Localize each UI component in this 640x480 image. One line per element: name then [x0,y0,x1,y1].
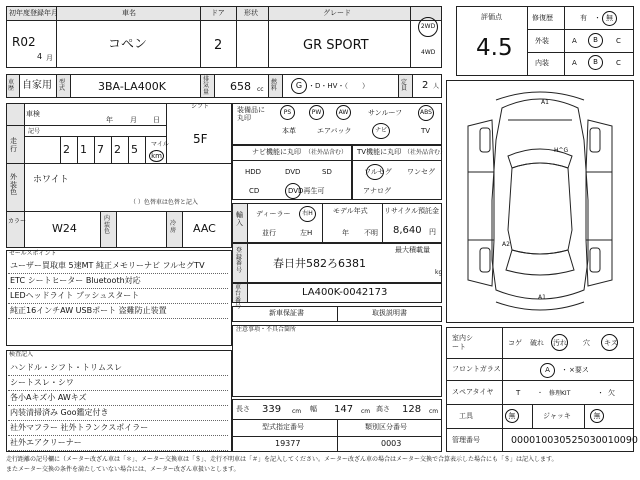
model-year-unit: 年 [342,229,349,237]
interior-color-label: 内装色 [104,215,111,236]
model-value: 3BA-LA400K [98,80,166,93]
type-no-value: 19377 [275,439,301,448]
car-rear-window [506,250,574,275]
sales-point-line: 純正16インチAW USBポート 盗難防止装置 [10,306,167,315]
navi-sd: SD [322,168,332,176]
equip-ps: PS [283,108,292,116]
odometer-cell-divider [111,136,112,163]
jack-label: ジャッキ [543,412,571,420]
inspector-line: 社外エアクリーナー [10,438,82,447]
ruled-line [8,435,228,436]
inspection-month: 月 [130,116,137,124]
exterior-c: C [616,37,621,45]
tv-analog: アナログ [363,187,391,195]
condition-label: 修復歴 [532,14,553,22]
odometer-label: 走行 [10,137,17,153]
notes-header: 注意事項・不具合箇所 [236,326,297,333]
equip-leather: 本革 [282,127,296,135]
inspection-label-cell [7,104,24,125]
front-glass-need: ×要ス [569,366,589,374]
exterior-b: B [593,36,598,44]
width-label: 幅 [310,405,317,413]
ruled-line [8,420,228,421]
registration-value: 春日井582ろ6381 [273,257,366,270]
navi-cd: CD [249,187,260,195]
fuel-options: ・D・HV・（ ） [308,82,369,90]
interior-a: A [572,59,577,67]
capacity-value: 2 [422,80,429,91]
length-label: 長さ [236,405,250,413]
doors-value: 2 [214,38,223,53]
recycle-unit: 円 [429,228,436,236]
wheel-fr [590,128,600,152]
max-load-unit: kg [435,269,443,276]
model-year-unknown: 不明 [364,229,378,237]
model-label: 型式 [59,79,66,93]
spare-tire-label: スペアタイヤ [452,388,494,396]
max-load-label: 最大積載量 [395,246,430,254]
color-code-label: カラー [8,218,27,225]
month-unit: 月 [46,54,53,62]
inspector-line: 社外マフラー 社外トランクスポイラー [10,423,149,432]
fuel-g-circle [291,78,307,94]
fuel-g: G [295,81,303,90]
footer-line-1: 走行距離の記号欄に（メーター改ざん車は「＊」、メーター交換車は「＄」、走行不明車は「＃」を記入してください。メーター改ざん車の場合はメーター交換で合算表示した場合にも「＄」は記入します。 [6,456,558,463]
score-label: 評価点 [481,13,502,21]
odometer-cell-divider [128,136,129,163]
ruled-line [8,288,228,289]
capacity-unit: 人 [433,83,440,90]
car-cabin [508,163,572,254]
odometer-cell-divider [94,136,95,163]
odometer-cell-divider [60,136,61,163]
inspection-label: 車検 [26,110,40,118]
diagram-label-a2: A2 [502,241,510,248]
diagram-label-hg: H^G [554,147,569,154]
recycle-label: リサイクル預託金 [384,207,440,215]
tv-header-note: （社外品含む） [404,149,447,156]
equip-abs-circle [418,105,434,121]
sheet-opt-scratch: キズ [604,339,618,347]
equip-aw: AW [338,108,349,116]
wheel-rl [480,248,490,272]
bumper-rear [496,302,584,310]
manage-no-label: 管理番号 [452,436,480,444]
door-right [586,172,612,240]
model-year-label: モデル年式 [333,207,368,215]
ac-label: 冷房 [170,220,177,234]
jack-none-circle [590,409,604,423]
tools-none-circle [505,409,519,423]
condition-no: 無 [606,14,613,22]
odometer-digit: 7 [97,143,104,156]
height-unit: cm [429,408,439,415]
condition-no-circle [602,11,617,26]
inspector-line: シートスレ・シワ [10,378,74,387]
navi-dvd: DVD [285,168,301,176]
equip-aw-circle [336,105,351,120]
registration-label: 登録番号 [236,247,243,274]
interior-sheet-label: 室内シート [452,334,473,352]
sheet-opt-tear: 破れ [530,339,544,347]
ruled-line [8,390,228,391]
diagram-label-a1-top: A1 [541,99,549,106]
inspector-line: 各小Aキズ小 AWキズ [10,393,87,402]
color-label: 外装色 [10,173,17,197]
diagram-label-a1-bottom: A1 [538,294,546,301]
score-value: 4.5 [476,35,513,61]
chassis-value: LA400K-0042173 [302,287,388,298]
equip-navi: ナビ [374,127,387,134]
wheel-rr [590,248,600,272]
exterior-b-circle [588,33,603,48]
class-no-label: 類別区分番号 [365,423,407,431]
sales-point-line: LEDヘッドライト プッシュスタート [10,291,140,300]
ruled-line [8,273,228,274]
body-type-label: 形状 [244,9,258,17]
ruled-line [8,375,228,376]
inspector-label: 検査記入 [9,351,34,358]
import-right-circle [299,206,316,222]
height-label: 高さ [376,405,390,413]
tv-header: TV機能に丸印 [357,148,402,156]
odometer-km-circle [149,150,164,162]
jack-none: 無 [593,411,601,420]
grade-label: グレード [323,9,351,17]
plate-label: 車歴 [8,79,15,93]
front-glass-label: フロントガラス [452,365,501,373]
equip-pw-circle [309,105,324,120]
color-note: （ ）色替車は色替と記入 [130,199,198,206]
car-name-label: 車名 [122,9,136,17]
condition-yes: 有 [580,14,587,22]
ruled-line [8,318,228,319]
doors-label: ドア [211,9,225,17]
first-reg-year: R02 [12,35,36,49]
class-no-value: 0003 [381,439,402,448]
cc-unit: cc [257,86,264,93]
odometer-digit: 2 [63,143,70,156]
notes-block [232,325,442,397]
first-reg-label: 初年度登録年月 [9,9,58,17]
odometer-digit: 1 [80,143,87,156]
front-glass-sep: ・ [561,366,568,374]
sales-point-label: セールスポイント [9,250,57,257]
navi-hdd: HDD [245,168,262,176]
front-glass-a-circle [540,363,555,378]
tv-oneseg: ワンセグ [407,168,435,176]
width-unit: cm [361,408,371,415]
navi-header: ナビ機能に丸印 [252,148,301,156]
navi-header-note: （社外品含む） [305,149,348,156]
recycle-amount: 8,640 [393,225,422,236]
color-value: ホワイト [33,175,69,185]
import-parallel: 並行 [262,229,276,237]
fuel-label: 燃料 [271,79,278,93]
odometer-digit: 2 [114,143,121,156]
spare-tire-repair: ・ 修理KIT [537,390,571,397]
plate-value: 自家用 [22,80,52,91]
exterior-a: A [572,37,577,45]
odometer-digit-header: 記号 [28,128,41,135]
door-left [468,172,494,240]
displacement-value: 658 [230,80,251,93]
wheel-fl [480,128,490,152]
sales-point-line: ユーザー買取車 5速MT 純正メモリーナビ フルセグTV [10,261,205,270]
spare-tire-dot: ・ [597,389,604,397]
spare-tire-t: T [516,389,521,397]
footer-line-2: またメーター交換の条件を満たしていない場合には、メーター改ざん車扱いとします。 [6,466,240,473]
interior-b-circle [588,55,603,70]
equipment-label: 装備品に丸印 [237,106,265,122]
sheet-opt-burn: コゲ [508,339,522,347]
grade-value: GR SPORT [303,38,369,53]
equip-tv: TV [421,127,431,135]
drive-4wd: 4WD [421,49,436,56]
import-label: 輸入 [236,211,243,227]
shift-value: 5F [193,132,208,146]
capacity-label: 定員 [401,79,408,93]
odometer-mile: マイル [151,141,169,148]
ruled-line [8,450,228,451]
inspection-year: 年 [106,116,113,124]
displacement-label: 排気量 [203,76,210,96]
odometer-digit: 5 [131,143,138,156]
sheet-opt-hole: 穴 [583,339,590,347]
car-diagram [446,80,634,323]
front-glass-a: A [545,366,550,374]
tools-label: 工具 [459,412,473,420]
odometer-cell-divider [145,136,146,163]
ruled-line [8,303,228,304]
sales-point-line: ETC シートヒーター Bluetooth対応 [10,276,141,285]
length-value: 339 [262,404,282,415]
interior-label: 内装 [535,59,549,67]
spec-row [6,74,442,98]
manage-no-value: 000010030525030010090 [511,435,638,446]
owner-manual: 取扱説明書 [372,309,407,317]
type-no-label: 型式指定番号 [262,423,304,431]
condition-sep: ・ [594,14,601,22]
ac-value: AAC [193,222,216,235]
import-dealer: ディーラー [256,210,291,218]
tv-fullseg: フルセグ [364,168,392,176]
equip-abs: ABS [420,109,432,116]
import-left: 左H [300,229,313,237]
equip-ps-circle [280,105,295,120]
first-reg-month: 4 [37,52,43,61]
odometer-km: km [151,151,162,160]
height-value: 128 [402,404,422,415]
chassis-label: 車台番号 [235,284,242,310]
length-unit: cm [292,408,302,415]
drive-2wd: 2WD [420,23,436,30]
color-code-value: W24 [52,222,77,235]
ruled-line [8,405,228,406]
spare-tire-none: 欠 [608,389,615,397]
navi-dvd-play: DVD再生可 [288,187,325,195]
import-right: 右H [302,210,313,217]
equip-airbag: エアバック [317,127,352,135]
inspector-line: ハンドル・シフト・トリムスレ [10,363,122,372]
drive-2wd-circle [418,17,438,37]
new-car-warranty: 新車保証書 [269,309,304,317]
equip-sunroof: サンルーフ [368,109,403,117]
interior-b: B [593,58,598,66]
car-name: コペン [108,37,148,52]
inspection-day: 日 [153,116,160,124]
tools-none: 無 [508,411,516,420]
interior-c: C [616,59,621,67]
sheet-opt-stain: 汚れ [553,339,567,347]
width-value: 147 [334,404,354,415]
inspector-line: 内装清掃済み Goo鑑定付き [10,408,109,417]
equip-navi-circle [372,123,390,139]
odometer-cell-divider [77,136,78,163]
shift-label: シフト [191,103,210,110]
equip-pw: PW [311,108,322,116]
exterior-label: 外装 [535,37,549,45]
